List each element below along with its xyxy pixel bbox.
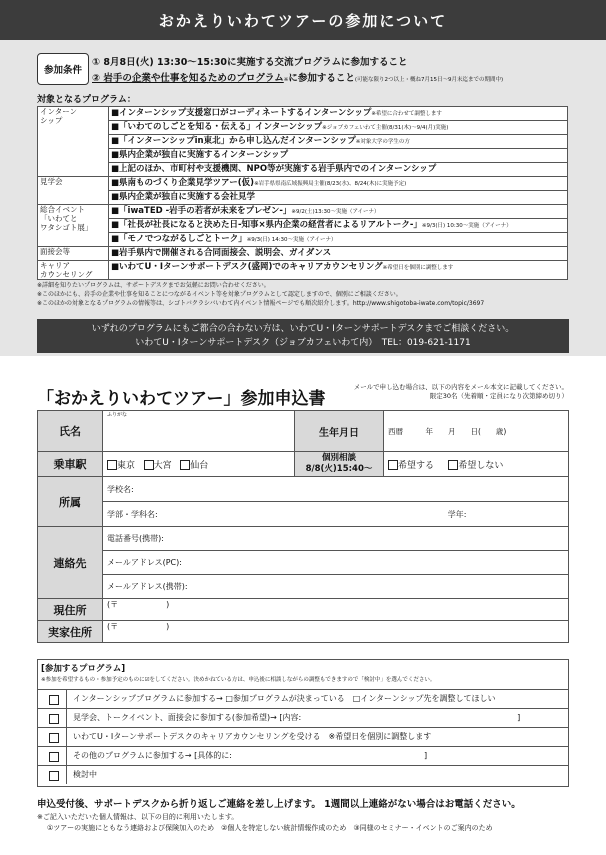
program-category: 面接会等 — [38, 247, 109, 261]
request-checkbox[interactable] — [49, 695, 59, 705]
row-divider — [66, 709, 67, 727]
consult-label — [295, 452, 384, 477]
program-row — [38, 121, 568, 135]
note-1: ※詳細を知りたいプログラムは、サポートデスクまでお気軽にお問い合わせください。 — [37, 282, 270, 289]
program-text: ■岩手県内で開催される合同面接会、説明会、ガイダンス — [111, 248, 332, 258]
program-text: ■「モノでつながるしごとトーク」 — [111, 234, 247, 244]
program-row — [38, 163, 568, 177]
consult-yes: 希望する — [398, 460, 435, 471]
grade-label: 学年: — [447, 509, 467, 519]
application-form — [37, 410, 569, 643]
contact-line-1: いずれのプログラムにもご都合の合わない方は、いわてU・Iターンサポートデスクまでご相談ください。 — [91, 324, 515, 334]
privacy-line-2: ①ツアーの実施にともなう連絡および保険加入のため ②個人を特定しない統計情報作成のため ③同様のセミナー・イベントのご案内のため — [47, 824, 493, 832]
program-item — [109, 247, 568, 261]
consult-options — [384, 452, 569, 477]
station-label: 乗車駅 — [38, 452, 103, 477]
form-title: 「おかえりいわてツアー」参加申込書 — [37, 389, 326, 409]
request-row — [37, 727, 569, 746]
station-options — [103, 452, 295, 477]
program-category: インターン シップ — [38, 107, 109, 177]
note-3: ※このほかの対象となるプログラムの情報等は、シゴトバクラシバいわて内イベント情報ページでも順次紹介します。http://www.shigotoba-iwate.com/topic/3697 — [37, 300, 485, 307]
programs-table — [37, 106, 568, 280]
form-note — [338, 383, 568, 401]
condition-2-rest: に参加すること — [288, 73, 355, 84]
program-notes — [37, 281, 484, 308]
program-item — [109, 107, 568, 121]
program-text: ■インターンシップ支援窓口がコーディネートするインターンシップ — [111, 108, 372, 118]
program-row — [38, 261, 568, 280]
row-divider — [66, 766, 67, 784]
program-item — [109, 191, 568, 205]
program-item — [109, 261, 568, 280]
program-row — [38, 205, 568, 219]
request-row — [37, 689, 569, 708]
email-mobile-field[interactable]: メールアドレス(携帯): — [103, 575, 569, 599]
contact-label: 連絡先 — [38, 527, 103, 599]
home-address-label: 実家住所 — [38, 621, 103, 643]
program-note: ※9/3(日) 10:30〜実施（アイーナ） — [421, 223, 512, 229]
program-text: ■「インターンシップin東北」から申し込んだインターンシップ — [111, 136, 356, 146]
program-text: ■いわてU・Iターンサポートデスク(盛岡)でのキャリアカウンセリング — [111, 262, 383, 272]
privacy-notice — [37, 812, 493, 834]
request-title: [参加するプログラム] — [41, 664, 126, 674]
privacy-line-1: ※ご記入いただいた個人情報は、以下の目的に利用いたします。 — [37, 813, 239, 821]
request-checkbox[interactable] — [49, 714, 59, 724]
program-item — [109, 163, 568, 177]
program-item — [109, 219, 568, 233]
program-note: ※岩手県県南広域振興局主催(8/23(水)、8/24(木)に実施予定) — [254, 181, 407, 187]
request-text: いわてU・Iターンサポートデスクのキャリアカウンセリングを受ける ※希望日を個別に調整します — [73, 732, 432, 741]
program-category: キャリア カウンセリング — [38, 261, 109, 280]
birth-label: 生年月日 — [295, 411, 384, 452]
affiliation-label: 所属 — [38, 477, 103, 527]
condition-2-note: (可能な限り2つ以上・概ね7月15日〜9月末迄までの期間中) — [354, 77, 504, 83]
program-row — [38, 107, 568, 121]
program-row — [38, 247, 568, 261]
row-divider — [66, 747, 67, 765]
request-checkbox[interactable] — [49, 752, 59, 762]
program-text: ■「いわてのしごとを知る・伝える」インターンシップ — [111, 122, 323, 132]
program-row — [38, 219, 568, 233]
program-text: ■上記のほか、市町村や支援機関、NPO等が実施する岩手県内でのインターンシップ — [111, 164, 437, 174]
program-item — [109, 121, 568, 135]
program-item — [109, 233, 568, 247]
program-text: ■「社長が社長になると決めた日-知事×県内企業の経営者によるリアルトーク-」 — [111, 220, 422, 230]
conditions-badge: 参加条件 — [37, 53, 89, 85]
row-divider — [66, 728, 67, 746]
name-label: 氏名 — [38, 411, 103, 452]
station-tokyo: 東京 — [117, 460, 136, 471]
program-row — [38, 177, 568, 191]
program-row — [38, 135, 568, 149]
address-field[interactable]: (〒 ) — [103, 599, 569, 621]
consult-no: 希望しない — [458, 460, 504, 471]
furigana-label: ふりがな — [107, 412, 128, 418]
form-note-limit: 限定30名（先着順・定員になり次第締め切り） — [429, 392, 568, 400]
condition-1: ① 8月8日(火) 13:30〜15:30に実施する交流プログラムに参加すること — [92, 57, 408, 68]
faculty-label: 学部・学科名: — [107, 509, 158, 519]
home-address-field[interactable]: (〒 ) — [103, 621, 569, 643]
program-text: ■県内企業が独自に実施するインターンシップ — [111, 150, 289, 160]
station-omiya: 大宮 — [153, 460, 172, 471]
program-row — [38, 233, 568, 247]
request-checkbox[interactable] — [49, 771, 59, 781]
program-note: ※希望日を個別に調整します — [382, 265, 454, 271]
program-item — [109, 205, 568, 219]
program-note: ※ジョブカフェいわて主催(8/31(木)〜9/4(月)実施) — [322, 125, 449, 131]
address-label: 現住所 — [38, 599, 103, 621]
page-header — [0, 0, 606, 40]
program-text: ■県内企業が独自に実施する会社見学 — [111, 192, 256, 202]
program-category: 見学会 — [38, 177, 109, 205]
request-subtitle: ※参加を希望するもの・参加予定のものに☑をしてください。決めかねている方は、申込後に相談しながらの調整もできますので「検討中」を選んでください。 — [41, 677, 436, 683]
name-field[interactable] — [103, 411, 295, 452]
request-text: 検討中 — [73, 770, 97, 779]
condition-2-mark: ※ — [283, 77, 289, 83]
row-divider — [66, 690, 67, 708]
condition-2 — [92, 70, 503, 84]
station-checkbox-tokyo[interactable] — [107, 460, 117, 470]
contact-line-2: いわてU・Iターンサポートデスク（ジョブカフェいわて内） TEL：019-621-1171 — [135, 338, 471, 348]
form-note-email: メールで申し込む場合は、以下の内容をメール本文に記載してください。 — [353, 383, 568, 391]
consult-yes-checkbox[interactable] — [388, 460, 398, 470]
consult-label-1: 個別相談 — [321, 453, 356, 463]
program-item — [109, 177, 568, 191]
contact-bar — [37, 319, 569, 353]
followup-notice: 申込受付後、サポートデスクから折り返しご連絡を差し上げます。 1週間以上連絡がない場合はお電話ください。 — [37, 799, 521, 810]
faculty-grade-field[interactable] — [103, 502, 569, 527]
program-note: ※9/3(日) 14:30〜実施（アイーナ） — [246, 237, 337, 243]
program-text: ■県南ものづくり企業見学ツアー(仮) — [111, 178, 255, 188]
program-row — [38, 191, 568, 205]
birth-field[interactable]: 西暦 年 月 日( 歳) — [384, 411, 569, 452]
condition-2-main: ② 岩手の企業や仕事を知るためのプログラム — [92, 73, 284, 84]
request-text: インターンシッププログラムに参加する→ □参加プログラムが決まっている □インターンシップ先を調整してほしい — [73, 694, 496, 703]
program-note: ※希望に合わせて調整します — [371, 111, 442, 117]
consult-label-2: 8/8(火)15:40〜 — [305, 464, 373, 474]
email-pc-field[interactable]: メールアドレス(PC): — [103, 551, 569, 575]
request-text: 見学会、トークイベント、面接会に参加する(参加希望)→ [内容: ] — [73, 713, 521, 722]
consult-no-checkbox[interactable] — [448, 460, 458, 470]
page-title: おかえりいわてツアーの参加について — [158, 11, 448, 30]
program-row — [38, 149, 568, 163]
note-2: ※このほかにも、岩手の企業や仕事を知ることにつながるイベント等を対象プログラムとして認定しますので、個別にご相談ください。 — [37, 291, 402, 298]
request-row — [37, 746, 569, 765]
station-sendai: 仙台 — [190, 460, 209, 471]
station-checkbox-omiya[interactable] — [144, 460, 154, 470]
program-note: ※9/2(土)13:30〜実施（アイーナ） — [291, 209, 380, 215]
program-item — [109, 135, 568, 149]
phone-field[interactable]: 電話番号(携帯): — [103, 527, 569, 551]
programs-heading: 対象となるプログラム： — [37, 95, 136, 105]
request-row — [37, 765, 569, 784]
program-note: ※対象大学の学生の方 — [355, 139, 410, 145]
request-checkbox[interactable] — [49, 733, 59, 743]
program-text: ■「iwaTED -岩手の若者が未来をプレゼン-」 — [111, 206, 292, 216]
program-category: 総合イベント 「いわてと ワタシゴト展」 — [38, 205, 109, 247]
request-row — [37, 708, 569, 727]
request-text: その他のプログラムに参加する→ [具体的に: ] — [73, 751, 428, 760]
station-checkbox-sendai[interactable] — [180, 460, 190, 470]
program-item — [109, 149, 568, 163]
school-field[interactable]: 学校名: — [103, 477, 569, 502]
